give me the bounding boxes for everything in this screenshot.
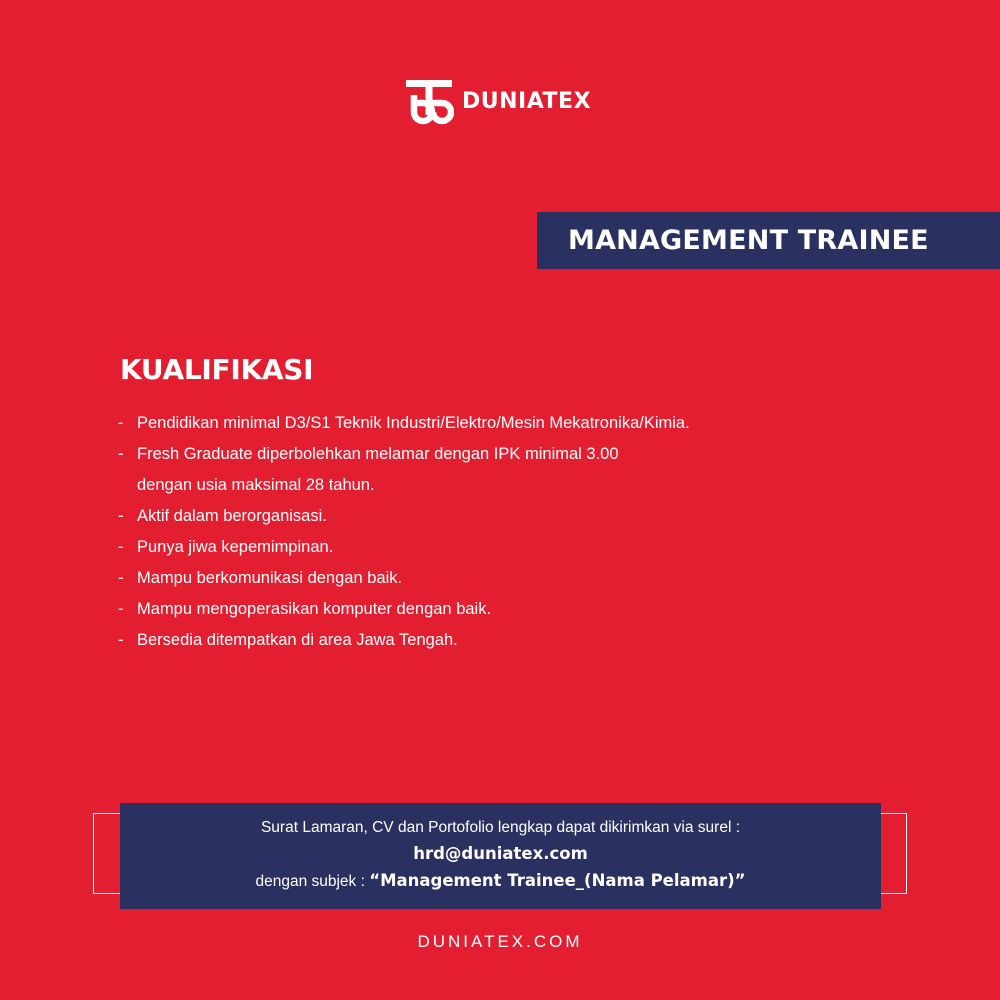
contact-subject-line [120, 868, 881, 895]
subject-text: “Management Trainee_(Nama Pelamar)” [369, 871, 746, 890]
qualification-line: Mampu berkomunikasi dengan baik. [137, 569, 403, 587]
bullet-dash: - [118, 538, 124, 556]
job-title: MANAGEMENT TRAINEE [568, 225, 929, 256]
duniatex-mark-icon [404, 77, 454, 127]
contact-intro: Surat Lamaran, CV dan Portofolio lengkap dapat dikirimkan via surel : [260, 819, 741, 836]
bullet-dash: - [118, 507, 124, 525]
qualification-line: dengan usia maksimal 28 tahun. [137, 476, 375, 494]
bullet-dash: - [118, 445, 124, 463]
qualification-item [118, 501, 690, 532]
qualification-line: Mampu mengoperasikan komputer dengan baik. [137, 600, 492, 618]
qualification-text [137, 408, 690, 439]
qualification-line: Punya jiwa kepemimpinan. [137, 538, 334, 556]
qualification-line: Pendidikan minimal D3/S1 Teknik Industri/Elektro/Mesin Mekatronika/Kimia. [137, 414, 690, 432]
contact-email: hrd@duniatex.com [413, 844, 588, 863]
qualification-line: Fresh Graduate diperbolehkan melamar dengan IPK minimal 3.00 [137, 445, 619, 463]
bullet-dash: - [118, 600, 124, 618]
bullet-dash: - [118, 569, 124, 587]
qualification-line: Bersedia ditempatkan di area Jawa Tengah. [137, 631, 458, 649]
qualification-text [137, 532, 333, 563]
qualifications-heading: KUALIFIKASI [120, 353, 314, 386]
qualifications-list [118, 408, 690, 656]
contact-box [120, 803, 881, 909]
qualification-item [118, 408, 690, 439]
subject-prefix: dengan subjek : [255, 873, 365, 890]
website-url: DUNIATEX.COM [417, 932, 583, 951]
bullet-dash: - [118, 631, 124, 649]
qualification-item [118, 594, 690, 625]
title-banner [537, 212, 1000, 269]
qualification-line: Aktif dalam berorganisasi. [137, 507, 327, 525]
qualification-text [137, 563, 402, 594]
qualification-text [137, 501, 327, 532]
qualification-text [137, 594, 491, 625]
qualification-item [118, 625, 690, 656]
qualification-item [118, 563, 690, 594]
qualification-item [118, 439, 690, 501]
qualification-item [118, 532, 690, 563]
bullet-dash: - [118, 414, 124, 432]
qualification-text [137, 439, 619, 501]
qualification-text [137, 625, 458, 656]
brand-logo [404, 76, 591, 128]
brand-name: DUNIATEX [462, 89, 592, 114]
